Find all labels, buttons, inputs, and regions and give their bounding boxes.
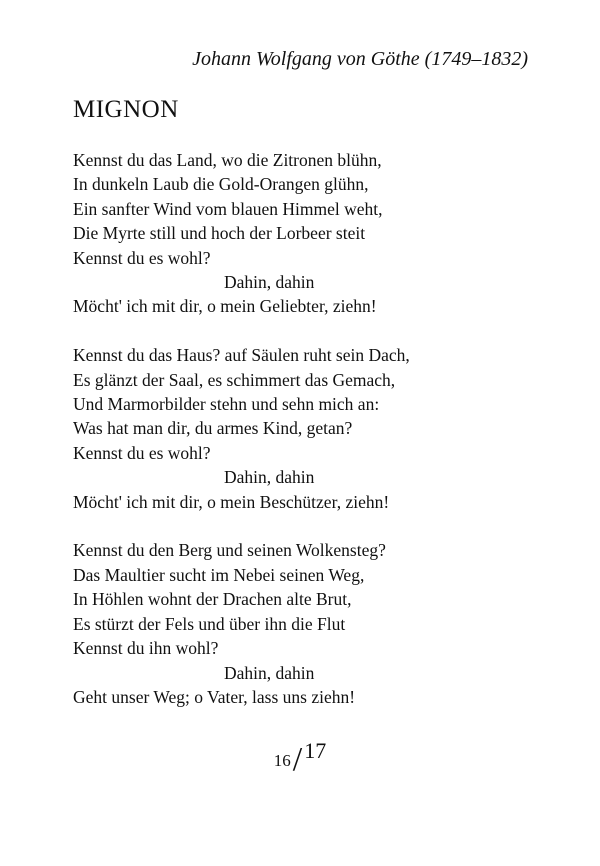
poem-line: Kennst du ihn wohl?: [73, 638, 219, 659]
author-line: Johann Wolfgang von Göthe (1749–1832): [192, 48, 528, 70]
poem-line: In dunkeln Laub die Gold-Orangen glühn,: [73, 174, 369, 195]
stanza-1: [73, 148, 553, 319]
stanza-2: [73, 343, 553, 514]
poem-line: Ein sanfter Wind vom blauen Himmel weht,: [73, 198, 383, 219]
poem-line: Es stürzt der Fels und über ihn die Flut: [73, 613, 346, 634]
refrain-line: Dahin, dahin: [224, 467, 315, 488]
closing-line: Möcht' ich mit dir, o mein Geliebter, ziehn!: [73, 296, 377, 317]
page-number: [0, 738, 600, 779]
poem-line: In Höhlen wohnt der Drachen alte Brut,: [73, 589, 352, 610]
poem-line: Kennst du es wohl?: [73, 247, 211, 268]
page-current: 16: [273, 751, 291, 770]
poem-body: [73, 148, 553, 734]
refrain-line: Dahin, dahin: [224, 272, 315, 293]
page-separator: /: [292, 741, 303, 778]
poem-line: Kennst du das Haus? auf Säulen ruht sein Dach,: [73, 345, 410, 366]
poem-title: MIGNON: [73, 96, 179, 123]
poem-line: Das Maultier sucht im Nebei seinen Weg,: [73, 564, 365, 585]
poem-line: Es glänzt der Saal, es schimmert das Gemach,: [73, 369, 396, 390]
poem-line: Kennst du den Berg und seinen Wolkensteg?: [73, 540, 386, 561]
poem-line: Und Marmorbilder stehn und sehn mich an:: [73, 394, 380, 415]
refrain-line: Dahin, dahin: [224, 662, 315, 683]
poem-line: Was hat man dir, du armes Kind, getan?: [73, 418, 353, 439]
closing-line: Möcht' ich mit dir, o mein Beschützer, ziehn!: [73, 491, 390, 512]
closing-line: Geht unser Weg; o Vater, lass uns ziehn!: [73, 686, 356, 707]
page-total: 17: [304, 738, 327, 763]
stanza-3: [73, 538, 553, 709]
poem-line: Die Myrte still und hoch der Lorbeer steit: [73, 223, 366, 244]
poem-line: Kennst du es wohl?: [73, 442, 211, 463]
poem-line: Kennst du das Land, wo die Zitronen blühn,: [73, 150, 382, 170]
